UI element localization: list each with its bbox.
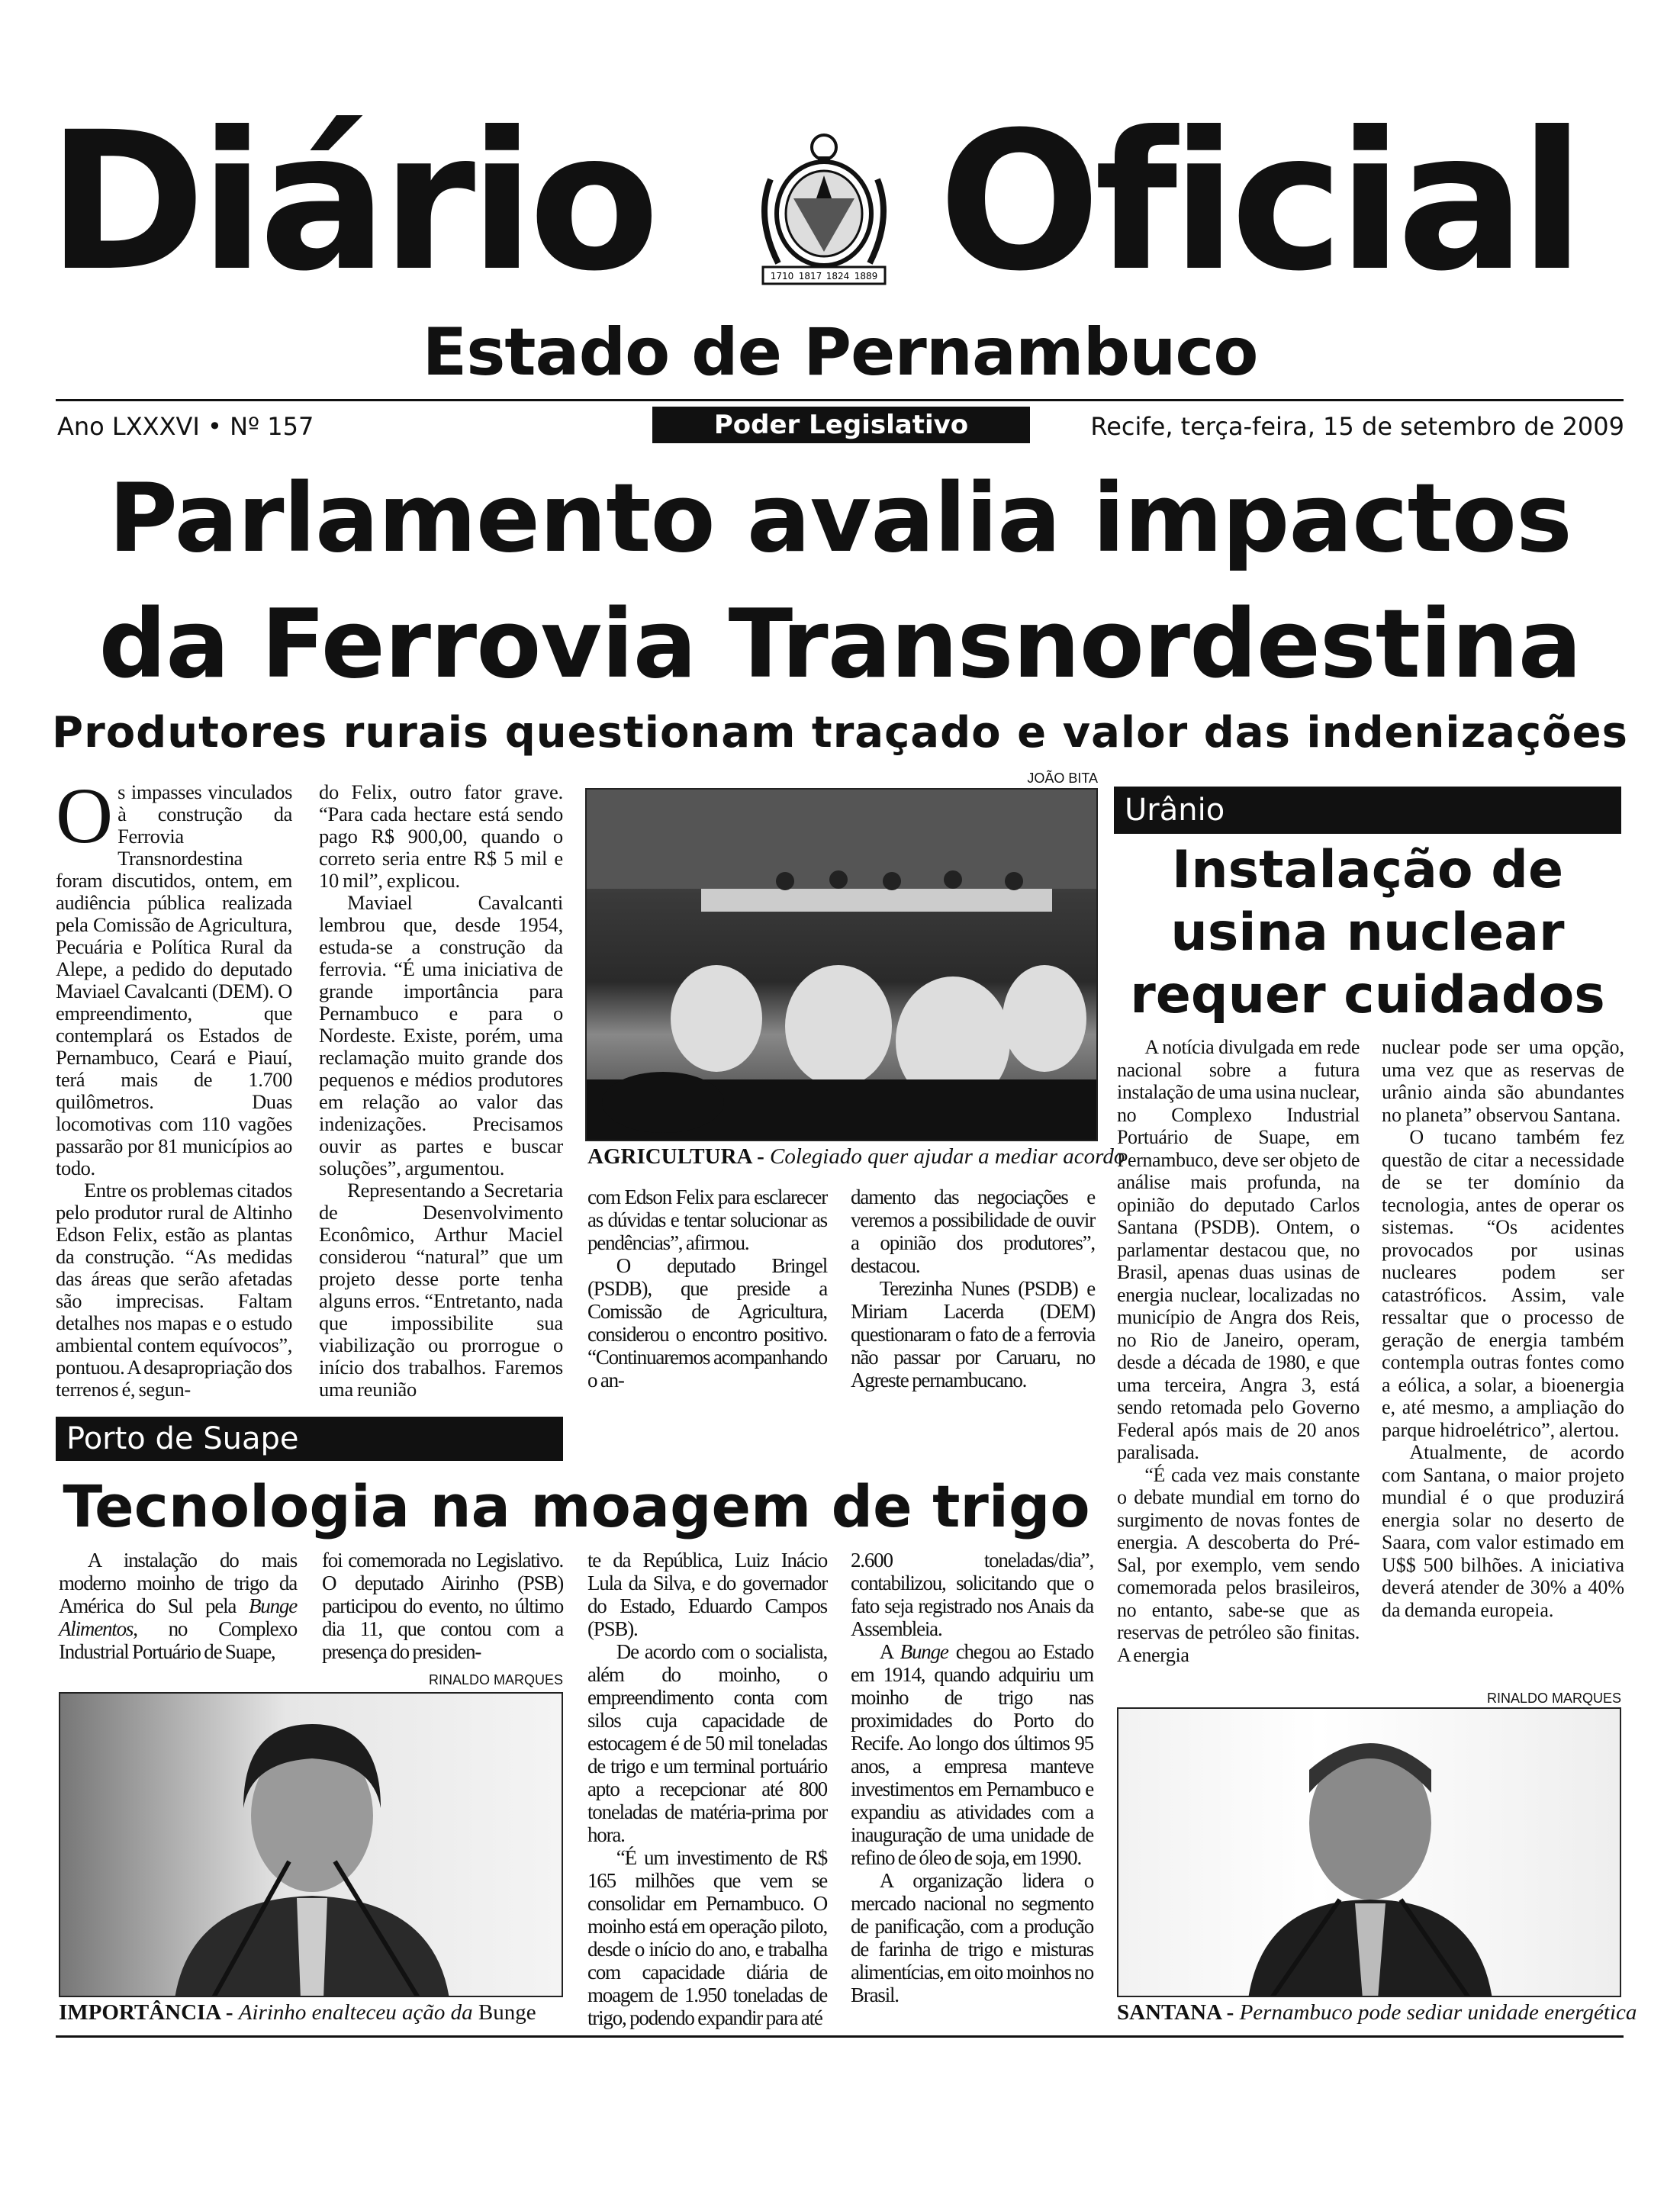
paragraph — [587, 1254, 827, 1391]
text: 2.600 toneladas/dia”, contabilizou, solicitando que o fato seja registrado nos Anais da Assembleia. — [851, 1549, 1093, 1640]
paragraph — [319, 892, 563, 1179]
caption-text: Pernambuco pode sediar unidade energética — [1239, 2000, 1637, 2025]
trigo-column-1 — [59, 1549, 297, 1663]
trigo-column-4 — [851, 1549, 1093, 2006]
masthead-subtitle: Estado de Pernambuco — [422, 314, 1258, 391]
photo-credit: RINALDO MARQUES — [1486, 1691, 1621, 1706]
caption-text: Airinho enalteceu ação da — [238, 2000, 473, 2025]
uranio-headline-line2: usina nuclear — [1170, 902, 1565, 963]
caption-text: Colegiado quer ajudar a mediar acordo — [770, 1144, 1125, 1169]
uranio-headline-line3: requer cuidados — [1130, 965, 1605, 1025]
paragraph — [851, 1549, 1093, 1640]
text: “É cada vez mais constante o debate mundial em torno do surgimento de novas fontes de energia. A descoberta do Pré-Sal, por exemplo, vem sendo comemorada pelos brasileiros, no entanto, sabe-se que as reservas de petróleo são finitas. A energia — [1117, 1463, 1360, 1666]
photo-credit: RINALDO MARQUES — [428, 1672, 563, 1687]
text: Terezinha Nunes (PSDB) e Miriam Lacerda (DEM) questionaram o fato de a ferrovia não passar por Caruaru, no Agreste pernambucano. — [851, 1277, 1095, 1391]
text: nuclear pode ser uma opção, uma vez que as reservas de urânio ainda são abundantes no planeta” observou Santana. — [1382, 1036, 1624, 1126]
main-column-4 — [851, 1186, 1095, 1391]
text: De acordo com o socialista, além do moinho, o empreendimento conta com silos cuja capacidade de estocagem é de 50 mil toneladas de trigo e um terminal portuário apto a recepcionar até 800 toneladas de matéria-prima por hora. — [587, 1640, 827, 1846]
uranio-photo-caption — [1117, 2000, 1637, 2025]
paragraph — [1382, 1126, 1624, 1441]
paragraph — [322, 1549, 563, 1663]
seal-year: 1710 — [770, 271, 794, 282]
main-column-1 — [56, 772, 292, 1401]
text: O tucano também fez questão de citar a necessidade de se ter domínio da tecnologia, antes de operar os sistemas. “Os acidentes provocados por usinas nucleares podem ser catastróficos. Assim, vale ressaltar que o processo de geração de energia também contempla outras fontes como a eólica, a solar, a bioenergia e, até mesmo, a ampliação do parque hidroelétrico”, alertou. — [1382, 1126, 1624, 1441]
text: do Felix, outro fator grave. “Para cada hectare está sendo pago R$ 900,00, quando o correto seria entre R$ 5 mil e 10 mil”, explicou. — [319, 780, 563, 892]
committee-hearing-photo — [585, 788, 1098, 1141]
main-headline-line1: Parlamento avalia impactos — [108, 464, 1572, 574]
text: damento das negociações e veremos a possibilidade de ouvir a opinião dos produtores”, destacou. — [851, 1186, 1095, 1277]
text: Representando a Secretaria de Desenvolvimento Econômico, Arthur Maciel considerou “natural” que um projeto desse porte tenha alguns erros. “Entretanto, nada que impossibilite sua viabilização ou prorrogue o início dos trabalhos. Faremos uma reunião — [319, 1179, 563, 1401]
uranio-column-1 — [1117, 1036, 1360, 1666]
text: te da República, Luiz Inácio Lula da Silva, e do governador do Estado, Eduardo Campos (PSB). — [587, 1549, 827, 1640]
paragraph — [851, 1640, 1093, 1869]
text: Entre os problemas citados pelo produtor rural de Altinho Edson Felix, estão as plantas da construção. “As medidas das áreas que serão afetadas são imprecisas. Faltam detalhes nos mapas e o estudo ambiental contem equívocos”, pontuou. A desapropriação dos terrenos é, segun- — [56, 1179, 292, 1401]
issue-date: Recife, terça-feira, 15 de setembro de 2009 — [1090, 412, 1624, 441]
text: A organização lidera o mercado nacional no segmento de panificação, com a produção de farinha de trigo e misturas alimentícias, em oito moinhos no Brasil. — [851, 1869, 1093, 2006]
text: com Edson Felix para esclarecer as dúvidas e tentar solucionar as pendências”, afirmou. — [587, 1186, 827, 1254]
trigo-column-3 — [587, 1549, 827, 2029]
trigo-column-2 — [322, 1549, 563, 1663]
paragraph — [56, 1179, 292, 1401]
paragraph — [587, 1186, 827, 1254]
masthead-divider — [56, 399, 1624, 401]
carlos-santana-photo — [1117, 1707, 1621, 1997]
text: “É um investimento de R$ 165 milhões que vem se consolidar em Pernambuco. O moinho está em operação piloto, desde o início do ano, e trabalha com capacidade diária de moagem de 1.950 toneladas de trigo, podendo expandir para até — [587, 1846, 827, 2029]
paragraph — [1382, 1441, 1624, 1621]
paragraph — [319, 1179, 563, 1401]
paragraph — [1117, 1464, 1360, 1667]
issue-number: Ano LXXXVI • Nº 157 — [57, 412, 314, 441]
caption-label: SANTANA - — [1117, 2000, 1240, 2025]
trigo-headline: Tecnologia na moagem de trigo — [63, 1472, 1090, 1540]
paragraph — [587, 1846, 827, 2029]
airinho-photo — [59, 1692, 563, 1997]
paragraph — [851, 1869, 1093, 2006]
text: s impasses vinculados à construção da Ferrovia Transnordestina foram discutidos, ontem, em audiência pública realizada pela Comissão de Agricultura, Pecuária e Política Rural da Alepe, a pedido do deputado Maviael Cavalcanti (DEM). O empreendimento, que contemplará os Estados de Pernambuco, Ceará e Piauí, terá mais de 1.700 quilômetros. Duas locomotivas com 110 vagões passarão por 81 municípios ao todo. — [56, 780, 292, 1179]
masthead-title-left: Diário — [47, 91, 654, 313]
main-subheadline: Produtores rurais questionam traçado e valor das indenizações — [52, 708, 1628, 758]
text: Maviael Cavalcanti lembrou que, desde 1954, estuda-se a construção da ferrovia. “É uma iniciativa de grande importância para Pernambuco e para o Nordeste. Existe, porém, uma reclamação muito grande dos pequenos e médios produtores em relação ao valor das indenizações. Precisamos ouvir as partes e buscar soluções”, argumentou. — [319, 891, 563, 1179]
paragraph — [59, 1549, 297, 1663]
italic-text: Bunge Alimentos — [59, 1594, 297, 1640]
main-column-2 — [319, 781, 563, 1401]
uranio-headline — [1114, 839, 1621, 1027]
paragraph — [851, 1277, 1095, 1391]
paragraph — [1382, 1036, 1624, 1126]
text: foi comemorada no Legislativo. O deputado Airinho (PSB) participou do evento, no último dia 11, que contou com a presença do presiden- — [322, 1549, 563, 1663]
masthead-title-right: Oficial — [938, 91, 1579, 313]
drop-cap: O — [56, 772, 114, 860]
text: Atualmente, de acordo com Santana, o maior projeto mundial é o que produzirá energia solar no deserto de Saara, com valor estimado em U$$ 500 bilhões. A iniciativa deverá atender de 30% a 40% da demanda europeia. — [1382, 1441, 1624, 1621]
main-photo-caption — [587, 1144, 1125, 1169]
section-banner: Poder Legislativo — [652, 407, 1030, 443]
seal-year: 1824 — [826, 271, 850, 282]
page-bottom-rule — [56, 2035, 1624, 2038]
text: O deputado Bringel (PSDB), que preside a Comissão de Agricultura, considerou o encontro positivo. “Continuaremos acompanhando o an- — [587, 1254, 827, 1391]
paragraph — [587, 1640, 827, 1846]
paragraph — [1117, 1036, 1360, 1464]
caption-label: IMPORTÂNCIA - — [59, 2000, 239, 2025]
state-coat-of-arms-seal — [748, 126, 900, 298]
text: , no Complexo Industrial Portuário de Suape, — [59, 1617, 297, 1663]
italic-text: Bunge — [900, 1640, 948, 1663]
caption-label: AGRICULTURA - — [587, 1144, 771, 1169]
caption-suffix: Bunge — [472, 2000, 536, 2025]
photo-credit: JOÃO BITA — [1027, 771, 1098, 786]
text: A — [879, 1640, 900, 1663]
uranio-column-2 — [1382, 1036, 1624, 1621]
section-bar-uranio: Urânio — [1114, 787, 1621, 834]
uranio-headline-line1: Instalação de — [1171, 840, 1564, 900]
main-headline-line2: da Ferrovia Transnordestina — [98, 590, 1582, 700]
seal-year: 1889 — [854, 271, 878, 282]
paragraph — [587, 1549, 827, 1640]
text: chegou ao Estado em 1914, quando adquiriu um moinho de trigo nas proximidades do Porto do Recife. Ao longo dos últimos 95 anos, a empresa manteve investimentos em Pernambuco e expandiu as atividades com a inauguração de uma unidade de refino de óleo de soja, em 1990. — [851, 1640, 1093, 1869]
text: A instalação do mais moderno moinho de trigo da América do Sul pela — [59, 1549, 297, 1617]
paragraph — [851, 1186, 1095, 1277]
seal-year: 1817 — [798, 271, 822, 282]
section-bar-porto-de-suape: Porto de Suape — [56, 1417, 563, 1461]
trigo-photo-caption — [59, 2000, 536, 2025]
paragraph — [319, 781, 563, 892]
main-column-3 — [587, 1186, 827, 1391]
text: A notícia divulgada em rede nacional sobre a futura instalação de uma usina nuclear, no Complexo Industrial Portuário de Suape, em Pernambuco, deve ser objeto de análise mais profunda, na opinião do deputado Carlos Santana (PSDB). Ontem, o parlamentar destacou que, no Brasil, apenas duas usinas de energia nuclear, localizadas no município de Angra dos Reis, no Rio de Janeiro, operam, desde a década de 1980, e que uma terceira, Angra 3, está sendo retomada pelo Governo Federal após mais de 20 anos paralisada. — [1117, 1036, 1360, 1463]
